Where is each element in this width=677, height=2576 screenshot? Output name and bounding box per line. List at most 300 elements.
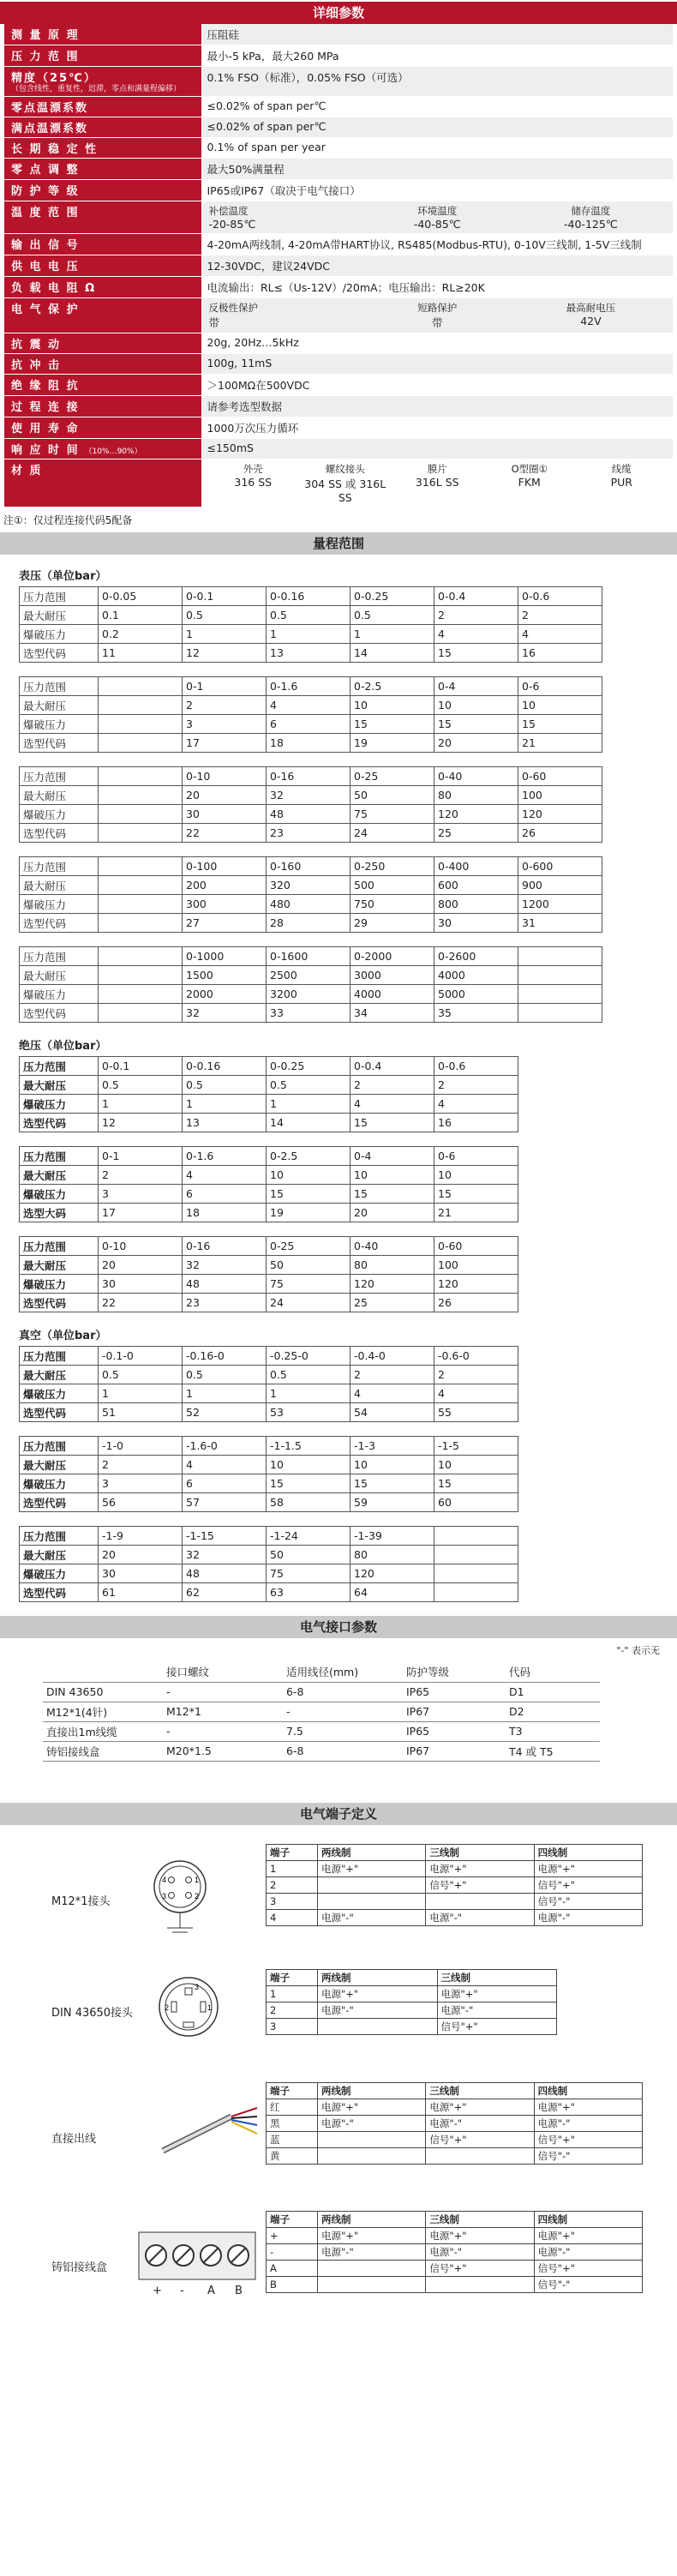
vac-title: 真空（单位bar） <box>19 1330 107 1342</box>
range-cell: 0.5 <box>183 1076 267 1095</box>
range-row <box>20 1076 518 1095</box>
range-cell: 选型代码 <box>20 734 99 753</box>
range-cell: 0.1 <box>99 606 183 625</box>
range-cell: 0-0.05 <box>99 587 183 606</box>
spec-sub-head: 外壳 <box>243 463 263 475</box>
pin-cell: 信号"+" <box>426 2131 534 2147</box>
pin-cell: 电源"-" <box>534 2243 642 2260</box>
range-cell: 32 <box>183 1546 267 1564</box>
pin-cell: 电源"+" <box>534 2099 642 2115</box>
range-cell: 48 <box>183 1275 267 1294</box>
range-cell: 2000 <box>183 985 267 1004</box>
range-cell: 10 <box>518 696 602 715</box>
interface-cell: DIN 43650 <box>43 1682 163 1702</box>
range-cell <box>99 895 183 914</box>
range-cell: 0-16 <box>183 1237 267 1256</box>
range-row <box>20 1493 518 1512</box>
spec-sub-head: 线缆 <box>611 463 632 475</box>
spec-label <box>4 277 201 298</box>
spec-label-text: 测 量 原 理 <box>11 29 80 42</box>
range-table <box>19 946 602 1023</box>
range-cell: 0.5 <box>267 606 350 625</box>
range-cell: 23 <box>183 1294 267 1312</box>
range-cell: 选型代码 <box>20 1004 99 1023</box>
range-cell: 选型代码 <box>20 824 99 843</box>
range-cell: 压力范围 <box>20 767 99 786</box>
spec-value: 压阻硅 <box>201 24 673 45</box>
interface-cell: IP65 <box>403 1682 506 1702</box>
pin-cell: 电源"-" <box>426 2115 534 2131</box>
range-cell: 2500 <box>267 966 350 985</box>
range-cell <box>99 734 183 753</box>
box-mark-a: A <box>207 2284 215 2297</box>
spec-sub-head: O型圈① <box>511 463 548 475</box>
spec-row <box>4 354 673 375</box>
m12-pin-table <box>266 1844 643 1926</box>
spec-label <box>4 201 201 234</box>
interface-cell: - <box>163 1682 283 1702</box>
spec-sub-header <box>207 204 668 218</box>
range-cell: 15 <box>350 1474 434 1493</box>
spec-value: ≤150mS <box>201 439 673 459</box>
range-row <box>20 805 602 824</box>
range-cell: 15 <box>518 715 602 734</box>
range-cell: 0-40 <box>350 1237 434 1256</box>
range-cell: 1 <box>99 1384 183 1403</box>
range-row <box>20 786 602 805</box>
range-cell: 0-0.16 <box>267 587 350 606</box>
range-cell: 爆破压力 <box>20 1095 99 1114</box>
range-cell: 10 <box>434 1166 518 1185</box>
spec-label <box>4 24 201 45</box>
range-row <box>20 696 602 715</box>
range-row <box>20 1456 518 1474</box>
range-row <box>20 1204 518 1222</box>
range-cell: 1 <box>267 1095 350 1114</box>
range-cell: 15 <box>434 715 518 734</box>
range-cell: -0.6-0 <box>434 1347 518 1366</box>
spec-label <box>4 97 201 117</box>
pin-cell: 电源"+" <box>318 2227 426 2243</box>
range-cell: 3 <box>99 1474 183 1493</box>
range-cell: 80 <box>434 786 518 805</box>
range-row <box>20 895 602 914</box>
range-cell: 0-100 <box>183 857 267 876</box>
range-cell: 0-0.16 <box>183 1057 267 1076</box>
terminal-header: 电气端子定义 <box>0 1803 677 1825</box>
range-cell: 6 <box>183 1185 267 1204</box>
range-cell: 爆破压力 <box>20 805 99 824</box>
range-cell: 51 <box>99 1403 183 1422</box>
m12-block <box>0 1842 677 1954</box>
range-cell: 选型代码 <box>20 644 99 663</box>
pin-cell: 电源"-" <box>437 2002 557 2018</box>
range-cell: 34 <box>350 1004 434 1023</box>
range-cell: 压力范围 <box>20 947 99 966</box>
range-cell: 31 <box>518 914 602 933</box>
range-cell: 2 <box>350 1076 434 1095</box>
range-cell: 25 <box>434 824 518 843</box>
pin-cell: 三线制 <box>426 2211 534 2227</box>
range-row <box>20 1384 518 1403</box>
pin-cell: 电源"+" <box>534 1860 642 1876</box>
range-cell <box>99 857 183 876</box>
range-cell <box>434 1546 518 1564</box>
interface-cell: D2 <box>506 1702 600 1721</box>
range-cell <box>99 696 183 715</box>
box-mark-plus: + <box>153 2284 162 2297</box>
range-cell: 15 <box>434 1185 518 1204</box>
range-row <box>20 876 602 895</box>
pin-cell: 两线制 <box>318 2082 426 2099</box>
range-cell: 0.5 <box>183 606 267 625</box>
range-row <box>20 1546 518 1564</box>
range-cell: 0-0.1 <box>99 1057 183 1076</box>
range-cell: 600 <box>434 876 518 895</box>
pin-row <box>267 1860 643 1876</box>
range-table <box>19 1526 518 1602</box>
pin-cell: 信号"+" <box>437 2018 557 2034</box>
range-cell: 0-0.25 <box>267 1057 350 1076</box>
spec-label <box>4 354 201 375</box>
range-table <box>19 766 602 843</box>
spec-value: 12-30VDC，建议24VDC <box>201 255 673 277</box>
range-row <box>20 1403 518 1422</box>
pin-row <box>267 1969 557 1985</box>
spec-label <box>4 459 201 507</box>
range-cell: 120 <box>434 1275 518 1294</box>
range-cell: -0.25-0 <box>267 1347 350 1366</box>
range-cell: 13 <box>183 1114 267 1132</box>
range-cell: 0.5 <box>267 1076 350 1095</box>
range-row <box>20 1166 518 1185</box>
range-cell: 1 <box>183 625 267 644</box>
spec-sub-values <box>207 315 668 330</box>
range-cell: 0-2000 <box>350 947 434 966</box>
din-label: DIN 43650接头 <box>51 2006 134 2020</box>
range-cell: 55 <box>434 1403 518 1422</box>
gauge-title: 表压（单位bar） <box>19 570 107 583</box>
interface-cell: 代码 <box>506 1662 600 1682</box>
range-cell: 63 <box>267 1583 350 1602</box>
range-row <box>20 587 602 606</box>
svg-text:2: 2 <box>165 2003 170 2012</box>
spec-label-text: 负 载 电 阻 Ω <box>11 282 97 295</box>
range-row <box>20 606 602 625</box>
pin-cell: 3 <box>267 2018 318 2034</box>
range-cell: 32 <box>183 1256 267 1275</box>
spec-row <box>4 67 673 97</box>
interface-cell: D1 <box>506 1682 600 1702</box>
range-cell: 10 <box>350 1166 434 1185</box>
spec-value: 20g, 20Hz…5kHz <box>201 333 673 354</box>
range-cell: 75 <box>267 1275 350 1294</box>
pin-cell <box>426 2147 534 2164</box>
spec-label <box>4 439 201 459</box>
range-row <box>20 677 602 696</box>
spec-row <box>4 255 673 277</box>
range-cell: 0-10 <box>99 1237 183 1256</box>
range-cell: 压力范围 <box>20 857 99 876</box>
range-cell: -1-39 <box>350 1527 434 1546</box>
range-cell: 58 <box>267 1493 350 1512</box>
range-cell: 0-0.6 <box>434 1057 518 1076</box>
range-cell: 320 <box>267 876 350 895</box>
range-cell: 0-0.4 <box>434 587 518 606</box>
range-cell: -1-5 <box>434 1437 518 1456</box>
range-row <box>20 966 602 985</box>
interface-cell: T3 <box>506 1721 600 1741</box>
range-cell <box>99 985 183 1004</box>
pin-cell: 三线制 <box>426 2082 534 2099</box>
spec-label <box>4 375 201 396</box>
range-cell: 4 <box>350 1095 434 1114</box>
spec-sub-val: -20-85℃ <box>208 218 256 231</box>
pin-row <box>267 1909 643 1925</box>
range-cell: 10 <box>350 696 434 715</box>
spec-label-text: 抗 冲 击 <box>11 359 62 372</box>
range-table <box>19 1056 518 1132</box>
pin-row <box>267 1985 557 2002</box>
range-cell: 选型代码 <box>20 1493 99 1512</box>
range-cell: 50 <box>267 1256 350 1275</box>
range-cell: 爆破压力 <box>20 1185 99 1204</box>
interface-cell: M20*1.5 <box>163 1741 283 1761</box>
range-cell <box>99 715 183 734</box>
spec-sub-val: -40-125℃ <box>564 218 618 231</box>
range-row <box>20 625 602 644</box>
range-cell: 25 <box>350 1294 434 1312</box>
range-cell: 23 <box>267 824 350 843</box>
spec-sub-val: -40-85℃ <box>413 218 461 231</box>
range-row <box>20 1275 518 1294</box>
pin-row <box>267 1893 643 1909</box>
range-cell: 0-10 <box>183 767 267 786</box>
range-cell: 4 <box>434 1095 518 1114</box>
range-table <box>19 676 602 753</box>
range-row <box>20 1057 518 1076</box>
box-mark-minus: - <box>180 2284 184 2297</box>
range-cell: 爆破压力 <box>20 1275 99 1294</box>
cable-pin-table <box>266 2082 643 2165</box>
interface-header: 电气接口参数 <box>0 1616 677 1638</box>
pin-cell: 4 <box>267 1909 318 1925</box>
spec-sub-head: 膜片 <box>427 463 447 475</box>
spec-label-text: 电 气 保 护 <box>11 303 80 316</box>
range-cell: 15 <box>434 644 518 663</box>
range-cell: 4 <box>518 625 602 644</box>
spec-sub-head: 储存温度 <box>571 205 611 217</box>
spec-label <box>4 159 201 180</box>
pin-cell: 两线制 <box>318 2211 426 2227</box>
pin-row <box>267 2002 557 2018</box>
range-cell: 最大耐压 <box>20 1256 99 1275</box>
range-row <box>20 715 602 734</box>
svg-text:1: 1 <box>195 1875 200 1884</box>
range-cell: 20 <box>99 1546 183 1564</box>
spec-sub-val: 42V <box>580 315 602 327</box>
interface-cell: IP65 <box>403 1721 506 1741</box>
range-cell: 5000 <box>434 985 518 1004</box>
range-table <box>19 1236 518 1312</box>
spec-label <box>4 234 201 255</box>
range-cell: 27 <box>183 914 267 933</box>
abs-title: 绝压（单位bar） <box>19 1040 107 1053</box>
interface-cell: 接口螺纹 <box>163 1662 283 1682</box>
pin-cell: 两线制 <box>318 1844 426 1860</box>
interface-cell: 6-8 <box>283 1682 403 1702</box>
range-cell <box>518 947 602 966</box>
range-cell: 0.5 <box>350 606 434 625</box>
box-block <box>0 2202 677 2331</box>
range-cell: 33 <box>267 1004 350 1023</box>
spec-value: 0.1% of span per year <box>201 138 673 159</box>
spec-label-text: 使 用 寿 命 <box>11 423 80 435</box>
pin-cell: 两线制 <box>318 1969 438 1985</box>
pin-row <box>267 1844 643 1860</box>
pin-cell <box>318 2018 438 2034</box>
svg-text:4: 4 <box>162 1875 167 1884</box>
range-cell: 0-1.6 <box>267 677 350 696</box>
range-cell: 24 <box>350 824 434 843</box>
spec-label-text: 材 质 <box>11 465 43 477</box>
range-cell: 300 <box>183 895 267 914</box>
range-cell <box>99 876 183 895</box>
spec-label <box>4 298 201 333</box>
range-cell: 24 <box>267 1294 350 1312</box>
range-cell: 900 <box>518 876 602 895</box>
range-cell <box>99 947 183 966</box>
range-row <box>20 914 602 933</box>
range-cell: 15 <box>350 1114 434 1132</box>
pin-cell <box>318 1876 426 1893</box>
range-cell: 15 <box>350 1185 434 1204</box>
spec-label-text: 零点温漂系数 <box>11 102 89 115</box>
svg-text:1: 1 <box>207 2003 213 2012</box>
spec-row <box>4 138 673 159</box>
spec-label-note: （包含线性，重复性，迟滞，零点和满量程偏移） <box>11 85 182 93</box>
range-cell: 57 <box>183 1493 267 1512</box>
pin-cell: 信号"-" <box>534 2147 642 2164</box>
range-cell: 1 <box>267 625 350 644</box>
gauge-tables <box>0 586 677 1023</box>
spec-sub-head: 补偿温度 <box>208 205 249 217</box>
range-row <box>20 1185 518 1204</box>
range-cell: 12 <box>99 1114 183 1132</box>
pin-cell: 电源"+" <box>426 2227 534 2243</box>
spec-label <box>4 67 201 97</box>
range-cell: 15 <box>267 1185 350 1204</box>
range-cell: -1-9 <box>99 1527 183 1546</box>
range-cell: 29 <box>350 914 434 933</box>
range-cell: 12 <box>183 644 267 663</box>
range-cell <box>99 914 183 933</box>
spec-header: 详细参数 <box>0 2 677 24</box>
pin-cell: 3 <box>267 1893 318 1909</box>
range-cell: 35 <box>434 1004 518 1023</box>
interface-row <box>43 1741 600 1761</box>
pin-cell: 电源"-" <box>534 1909 642 1925</box>
range-cell: 30 <box>99 1564 183 1583</box>
box-label: 铸铝接线盒 <box>51 2261 108 2274</box>
spec-label <box>4 396 201 417</box>
range-cell: 48 <box>183 1564 267 1583</box>
range-cell: 75 <box>350 805 434 824</box>
range-cell: 最大耐压 <box>20 1166 99 1185</box>
range-cell: -1-3 <box>350 1437 434 1456</box>
range-row <box>20 767 602 786</box>
range-cell: 0-6 <box>434 1147 518 1166</box>
range-cell: 62 <box>183 1583 267 1602</box>
range-cell <box>99 786 183 805</box>
spec-sub-val: PUR <box>610 476 632 489</box>
spec-sub-val: FKM <box>518 476 541 489</box>
range-row <box>20 857 602 876</box>
pin-cell: 信号"+" <box>534 2131 642 2147</box>
range-cell: 17 <box>183 734 267 753</box>
pin-cell: 电源"+" <box>426 1860 534 1876</box>
range-cell: 选型大码 <box>20 1204 99 1222</box>
pin-row <box>267 2147 643 2164</box>
range-cell: 30 <box>434 914 518 933</box>
range-cell: 0-4 <box>434 677 518 696</box>
pin-cell <box>426 2276 534 2292</box>
range-cell: 0-6 <box>518 677 602 696</box>
range-cell: 20 <box>183 786 267 805</box>
range-row <box>20 1564 518 1583</box>
range-table <box>19 1146 518 1222</box>
spec-value: ≤0.02% of span per℃ <box>201 97 673 117</box>
pin-cell: 电源"-" <box>426 2243 534 2260</box>
range-cell: 0-16 <box>267 767 350 786</box>
range-cell: 30 <box>99 1275 183 1294</box>
range-cell: 4000 <box>434 966 518 985</box>
spec-label-text: 温 度 范 围 <box>11 207 80 219</box>
range-cell: 480 <box>267 895 350 914</box>
interface-cell: M12*1(4针) <box>43 1702 163 1721</box>
range-row <box>20 1437 518 1456</box>
range-cell: 选型代码 <box>20 1294 99 1312</box>
range-cell: 压力范围 <box>20 1147 99 1166</box>
range-cell: 1 <box>99 1095 183 1114</box>
range-cell: 0.5 <box>99 1366 183 1384</box>
range-cell <box>99 677 183 696</box>
pin-cell: 电源"-" <box>318 2243 426 2260</box>
pin-row <box>267 2276 643 2292</box>
pin-cell: 端子 <box>267 1844 318 1860</box>
range-cell: 最大耐压 <box>20 876 99 895</box>
pin-cell: 四线制 <box>534 2211 642 2227</box>
pin-cell: 四线制 <box>534 2082 642 2099</box>
din-block <box>0 1954 677 2074</box>
interface-table <box>43 1662 600 1762</box>
range-cell: 0-1 <box>183 677 267 696</box>
spec-row <box>4 97 673 117</box>
pin-cell: 信号"+" <box>534 1876 642 1893</box>
pin-cell: 三线制 <box>437 1969 557 1985</box>
interface-row <box>43 1702 600 1721</box>
spec-sub-head: 螺纹接头 <box>325 463 365 475</box>
spec-value: ＞100MΩ在500VDC <box>201 375 673 396</box>
spec-row <box>4 180 673 201</box>
spec-row <box>4 459 673 507</box>
range-cell: 120 <box>518 805 602 824</box>
range-cell: 22 <box>183 824 267 843</box>
pin-cell: 电源"-" <box>318 2002 438 2018</box>
spec-row <box>4 24 673 45</box>
range-cell: -1.6-0 <box>183 1437 267 1456</box>
spec-label-text: 绝 缘 阻 抗 <box>11 380 80 393</box>
